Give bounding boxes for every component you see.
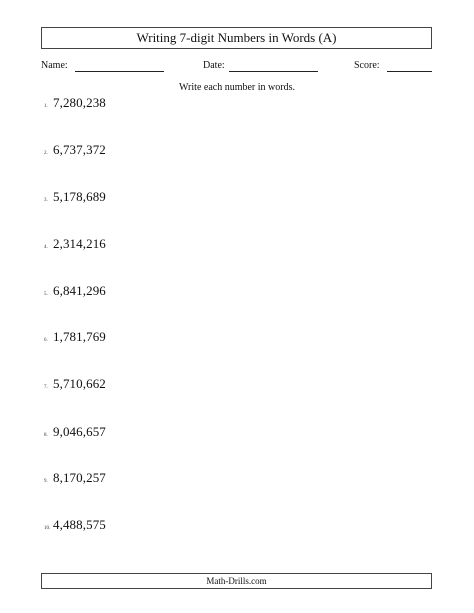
footer-site-label: Math-Drills.com <box>206 576 267 586</box>
problem-number: 5. <box>44 292 48 297</box>
score-blank-line <box>387 71 432 72</box>
problem-item <box>44 189 106 207</box>
problem-value: 5,710,662 <box>53 376 106 391</box>
problem-item <box>44 329 106 347</box>
problem-number: 7. <box>44 385 48 390</box>
problem-number: 6. <box>44 338 48 343</box>
name-label: Name: <box>41 60 68 71</box>
date-blank-line <box>229 71 318 72</box>
student-info-row <box>41 60 432 76</box>
problem-number: 9. <box>44 479 48 484</box>
problem-value: 9,046,657 <box>53 424 106 439</box>
problem-number: 3. <box>44 198 48 203</box>
problem-item <box>44 470 106 488</box>
problem-item <box>44 517 106 535</box>
problem-item <box>44 236 106 254</box>
worksheet-title: Writing 7-digit Numbers in Words (A) <box>136 30 337 45</box>
problem-value: 8,170,257 <box>53 470 106 485</box>
problem-value: 2,314,216 <box>53 236 106 251</box>
problem-value: 6,841,296 <box>53 283 106 298</box>
problem-number: 2. <box>44 151 48 156</box>
footer-box <box>41 573 432 589</box>
problem-number: 8. <box>44 433 48 438</box>
problem-number: 10. <box>44 526 51 531</box>
problem-item <box>44 424 106 442</box>
problem-value: 4,488,575 <box>53 517 106 532</box>
instructions: Write each number in words. <box>179 82 295 93</box>
score-label: Score: <box>354 60 380 71</box>
problem-value: 1,781,769 <box>53 329 106 344</box>
date-label: Date: <box>203 60 225 71</box>
problem-number: 1. <box>44 104 48 109</box>
problem-item <box>44 142 106 160</box>
problem-item <box>44 376 106 394</box>
worksheet-title-box <box>41 27 432 49</box>
name-blank-line <box>75 71 164 72</box>
problem-item <box>44 95 106 113</box>
problem-number: 4. <box>44 245 48 250</box>
problem-value: 6,737,372 <box>53 142 106 157</box>
problem-item <box>44 283 106 301</box>
problem-value: 5,178,689 <box>53 189 106 204</box>
problem-value: 7,280,238 <box>53 95 106 110</box>
